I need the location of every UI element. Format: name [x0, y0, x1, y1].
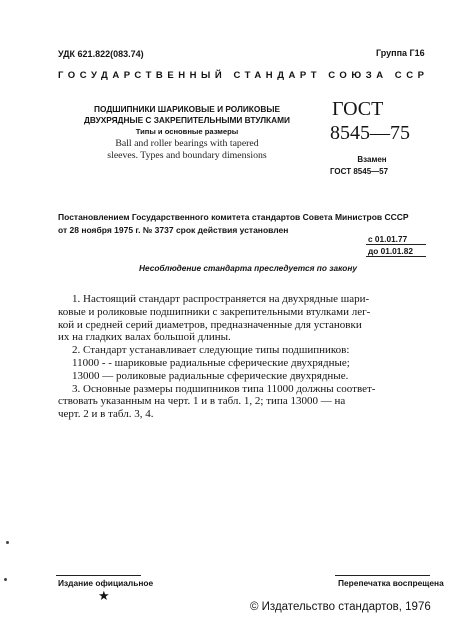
paragraph-1-line: кой и средней серий диаметров, предназначенные для установки [58, 318, 362, 331]
gost-number: 8545—75 [330, 122, 410, 144]
title-ru [82, 104, 292, 126]
title-en [82, 138, 292, 162]
replaces-number: ГОСТ 8545—57 [330, 167, 389, 176]
group-code: Группа Г16 [376, 48, 425, 58]
gost-label: ГОСТ [332, 98, 384, 120]
state-standard-heading: ГОСУДАРСТВЕННЫЙ СТАНДАРТ СОЮЗА ССР [58, 70, 429, 81]
title-en-line-2: sleeves. Types and boundary dimensions [107, 150, 267, 161]
validity-to: до 01.01.82 [368, 246, 413, 256]
paragraph-3-line: черт. 2 и в табл. 3, 4. [58, 408, 154, 421]
title-en-line-1: Ball and roller bearings with tapered [115, 138, 259, 149]
title-ru-line-1: ПОДШИПНИКИ ШАРИКОВЫЕ И РОЛИКОВЫЕ [94, 104, 280, 114]
title-ru-subtitle: Типы и основные размеры [135, 127, 239, 136]
paragraph-1-line: ковые и роликовые подшипники с закрепительными втулками лег- [58, 305, 371, 318]
margin-mark [4, 578, 7, 581]
margin-mark [6, 541, 9, 544]
validity-from: с 01.01.77 [368, 234, 408, 244]
paragraph-3-line: 3. Основные размеры подшипников типа 11000 должны соответ- [72, 382, 376, 395]
validity-to-underline [366, 256, 426, 257]
body-text [58, 293, 430, 421]
paragraph-1-line: 1. Настоящий стандарт распространяется на двухрядные шари- [72, 293, 370, 305]
paragraph-1-line: их на гладких валах большой длины. [58, 331, 231, 344]
paragraph-1 [58, 293, 430, 344]
footer-rule-left [56, 575, 141, 576]
decree-line-2: от 28 ноября 1975 г. № 3737 срок действия установлен [58, 224, 289, 235]
paragraph-3 [58, 383, 430, 421]
paragraph-3-line: ствовать указанным на черт. 1 и в табл. 1, 2; типа 13000 — на [58, 395, 346, 408]
edition-label: Издание официальное [58, 578, 154, 588]
penalty-notice: Несоблюдение стандарта преследуется по закону [139, 263, 357, 273]
validity-from-underline [366, 244, 426, 245]
copyright-line: © Издательство стандартов, 1976 [250, 601, 431, 613]
decree-line-1: Постановлением Государственного комитета стандартов Совета Министров СССР [58, 212, 409, 222]
star-icon: ★ [98, 588, 110, 603]
bearing-type-item: 11000 - - шариковые радиальные сферические двухрядные; [72, 356, 350, 369]
title-ru-line-2: ДВУХРЯДНЫЕ С ЗАКРЕПИТЕЛЬНЫМИ ВТУЛКАМИ [83, 115, 290, 125]
paragraph-2 [58, 344, 430, 382]
decree-text [58, 211, 438, 236]
udk-code: УДК 621.822(083.74) [58, 49, 144, 59]
bearing-type-item: 13000 — роликовые радиальные сферические двухрядные. [72, 369, 349, 382]
reprint-label: Перепечатка воспрещена [338, 578, 444, 588]
footer-rule-right [335, 575, 430, 576]
paragraph-2-line: 2. Стандарт устанавливает следующие типы подшипников: [72, 344, 350, 357]
replaces-label: Взамен [357, 155, 387, 164]
